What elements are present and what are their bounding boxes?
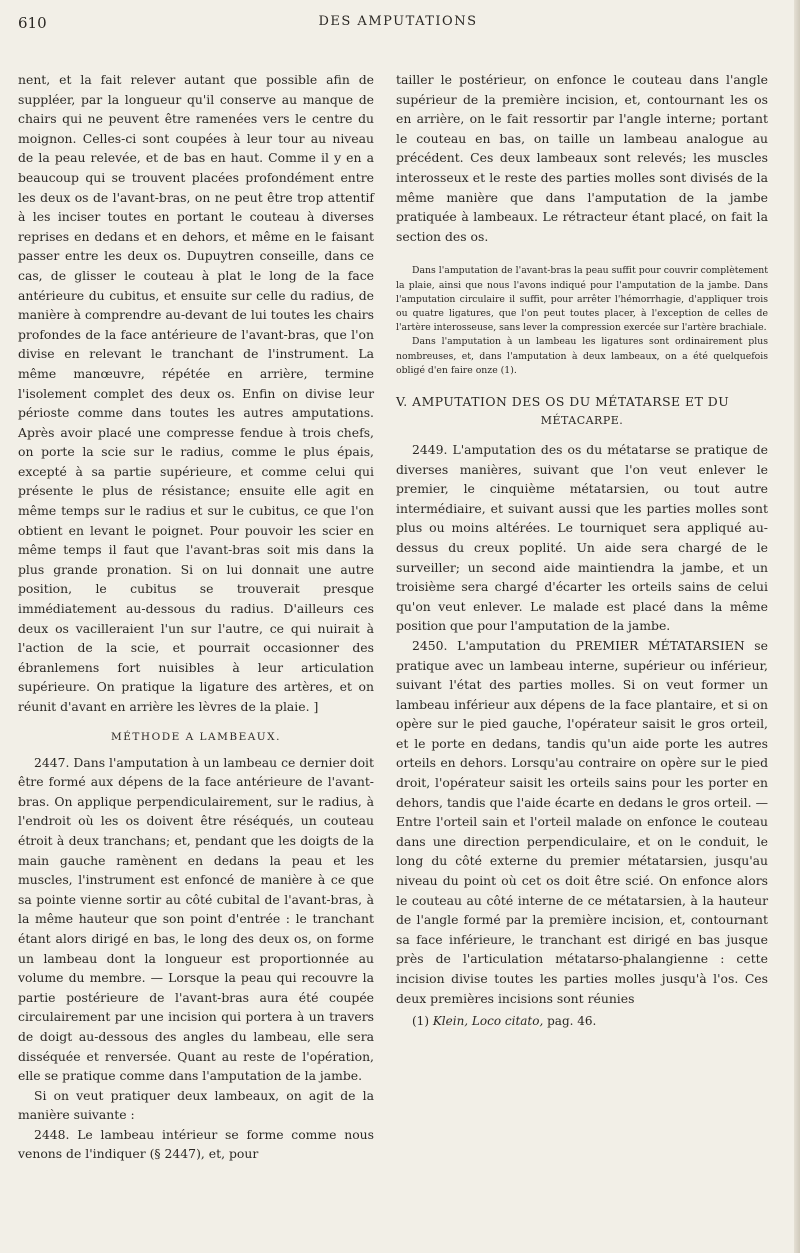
page-edge-shadow bbox=[794, 0, 800, 1253]
small-note-1: Dans l'amputation de l'avant-bras la peau suffit pour couvrir complètement la plaie, ainsi que nous l'avons indiqué pour l'amputation de la jambe. Dans l'amputation circulaire il suffit, pour arrêter l'hémorrhagie, d'appliquer trois ou quatre ligatures, que l'on peut toutes placer, à l'exception de celles de l'artère interosseuse, sans lever la compression exercée sur l'artère brachiale. bbox=[396, 265, 768, 334]
section-heading-metatarse bbox=[396, 392, 768, 430]
paragraph-2448: 2448. Le lambeau intérieur se forme comme nous venons de l'indiquer (§ 2447), et, pour bbox=[18, 1126, 374, 1162]
right-column bbox=[396, 70, 768, 1032]
paragraph-2449: 2449. L'amputation des os du métatarse se pratique de diverses manières, suivant que l'on veut enlever le premier, le cinquième métatarsien, ou tout autre intermédiaire, et suivant aussi que les parties molles sont plus ou moins altérées. Le tourniquet sera appliqué au-dessus du creux poplité. Un aide sera chargé de le surveiller; un second aide maintiendra la jambe, et un troisième sera chargé d'écarter les orteils sains de celui qu'on veut enlever. Le malade est placé dans la même position que pour l'amputation de la jambe. bbox=[396, 441, 768, 634]
paragraph-2450: 2450. L'amputation du PREMIER MÉTATARSIEN se pratique avec un lambeau interne, supérieur ou inférieur, suivant l'état des parties molles. Si on veut former un lambeau inférieur aux dépens de la face plantaire, et si on opère sur le pied gauche, l'opérateur saisit le gros orteil, et le porte en dedans, tandis qu'un aide porte les autres orteils en dehors. Lorsqu'au contraire on opère sur le pied droit, l'opérateur saisit les orteils sains pour les porter en dehors, tandis que l'aide écarte en dedans le gros orteil. — Entre l'orteil sain et l'orteil malade on enfonce le couteau dans une direction perpendiculaire, et on le conduit, le long du côté externe du premier métatarsien, jusqu'au niveau du point où cet os doit être scié. On enfonce alors le couteau au côté interne de ce métatarsien, à la hauteur de l'angle formé par la première incision, et, contournant sa face inférieure, le tranchant est dirigé en bas jusque près de l'articulation métatarso-phalangienne : cette incision divise toutes les parties molles jusqu'à l'os. Ces deux premières incisions sont réunies bbox=[396, 637, 768, 1006]
section-title-line1: V. AMPUTATION DES OS DU MÉTATARSE ET DU bbox=[396, 393, 730, 409]
section-heading-lambeaux: MÉTHODE A LAMBEAUX. bbox=[111, 730, 281, 743]
paragraph-two-flaps: Si on veut pratiquer deux lambeaux, on agit de la manière suivante : bbox=[18, 1087, 374, 1123]
page-number: 610 bbox=[18, 14, 47, 32]
footnote bbox=[396, 1012, 768, 1032]
left-column bbox=[18, 70, 374, 1164]
footnote-page: pag. 46. bbox=[547, 1014, 597, 1029]
footnote-number: (1) bbox=[412, 1014, 429, 1029]
paragraph-2447: 2447. Dans l'amputation à un lambeau ce dernier doit être formé aux dépens de la face antérieure de l'avant-bras. On applique perpendiculairement, sur le radius, à l'endroit où les os doivent être réséqués, un couteau étroit à deux tranchans; et, pendant que les doigts de la main gauche ramènent en dedans la peau et les muscles, l'instrument est enfoncé de manière à ce que sa pointe vienne sortir au côté cubital de l'avant-bras, à la même hauteur que son point d'entrée : le tranchant étant alors dirigé en bas, le long des deux os, on forme un lambeau dont la longueur est proportionnée au volume du membre. — Lorsque la peau qui recouvre la partie postérieure de l'avant-bras aura été coupée circulairement par une incision qui portera à un travers de doigt au-dessous des angles du lambeau, elle sera disséquée et renversée. Quant au reste de l'opération, elle se pratique comme dans l'amputation de la jambe. bbox=[18, 754, 374, 1084]
running-header bbox=[18, 14, 778, 36]
section-title-line2: MÉTACARPE. bbox=[540, 413, 624, 427]
footnote-author: Klein, Loco citato, bbox=[432, 1014, 544, 1029]
paragraph-continued: nent, et la fait relever autant que possible afin de suppléer, par la longueur qu'il conserve au manque de chairs qui ne peuvent être ramenées vers le centre du moignon. Celles-ci sont coupées à leur tour au niveau de la peau relevée, et de bas en haut. Comme il y en a beaucoup qui se trouvent placées profondément entre les deux os de l'avant-bras, on ne peut être trop attentif à les inciser toutes en portant le couteau à diverses reprises en dedans et en dehors, et même en le faisant passer entre les deux os. Dupuytren conseille, dans ce cas, de glisser le couteau à plat le long de la face antérieure du cubitus, et ensuite sur celle du radius, de manière à comprendre au-devant de lui toutes les chairs profondes de la face antérieure de l'avant-bras, que l'on divise en relevant le tranchant de l'instrument. La même manœuvre, répétée en arrière, termine l'isolement complet des deux os. Enfin on divise leur périoste comme dans toutes les autres amputations. Après avoir placé une compresse fendue à trois chefs, on porte la scie sur le radius, comme le plus épais, excepté à sa partie supérieure, et comme celui qui présente le plus de résistance; ensuite elle agit en même temps sur le radius et sur le cubitus, ce que l'on obtient en levant le poignet. Pour pouvoir les scier en même temps il faut que l'avant-bras soit mis dans la plus grande pronation. Si on lui donnait une autre position, le cubitus se trouverait presque immédiatement au-dessous du radius. D'ailleurs ces deux os vacilleraient l'un sur l'autre, ce qui nuirait à l'action de la scie, et pourrait occasionner des ébranlemens fort nuisibles à leur articulation supérieure. On pratique la ligature des artères, et on réunit d'avant en arrière les lèvres de la plaie. ] bbox=[18, 72, 374, 714]
paragraph-2448-cont: tailler le postérieur, on enfonce le couteau dans l'angle supérieur de la première incision, et, contournant les os en arrière, on le fait ressortir par l'angle interne; portant le couteau en bas, on taille un lambeau analogue au précédent. Ces deux lambeaux sont relevés; les muscles interosseux et le reste des parties molles sont divisés de la même manière que dans l'amputation de la jambe pratiquée à lambeaux. Le rétracteur étant placé, on fait la section des os. bbox=[396, 72, 768, 244]
running-title: DES AMPUTATIONS bbox=[318, 14, 478, 29]
small-note-2: Dans l'amputation à un lambeau les ligatures sont ordinairement plus nombreuses, et, dans l'amputation à deux lambeaux, on a été quelquefois obligé d'en faire onze (1). bbox=[396, 336, 768, 376]
